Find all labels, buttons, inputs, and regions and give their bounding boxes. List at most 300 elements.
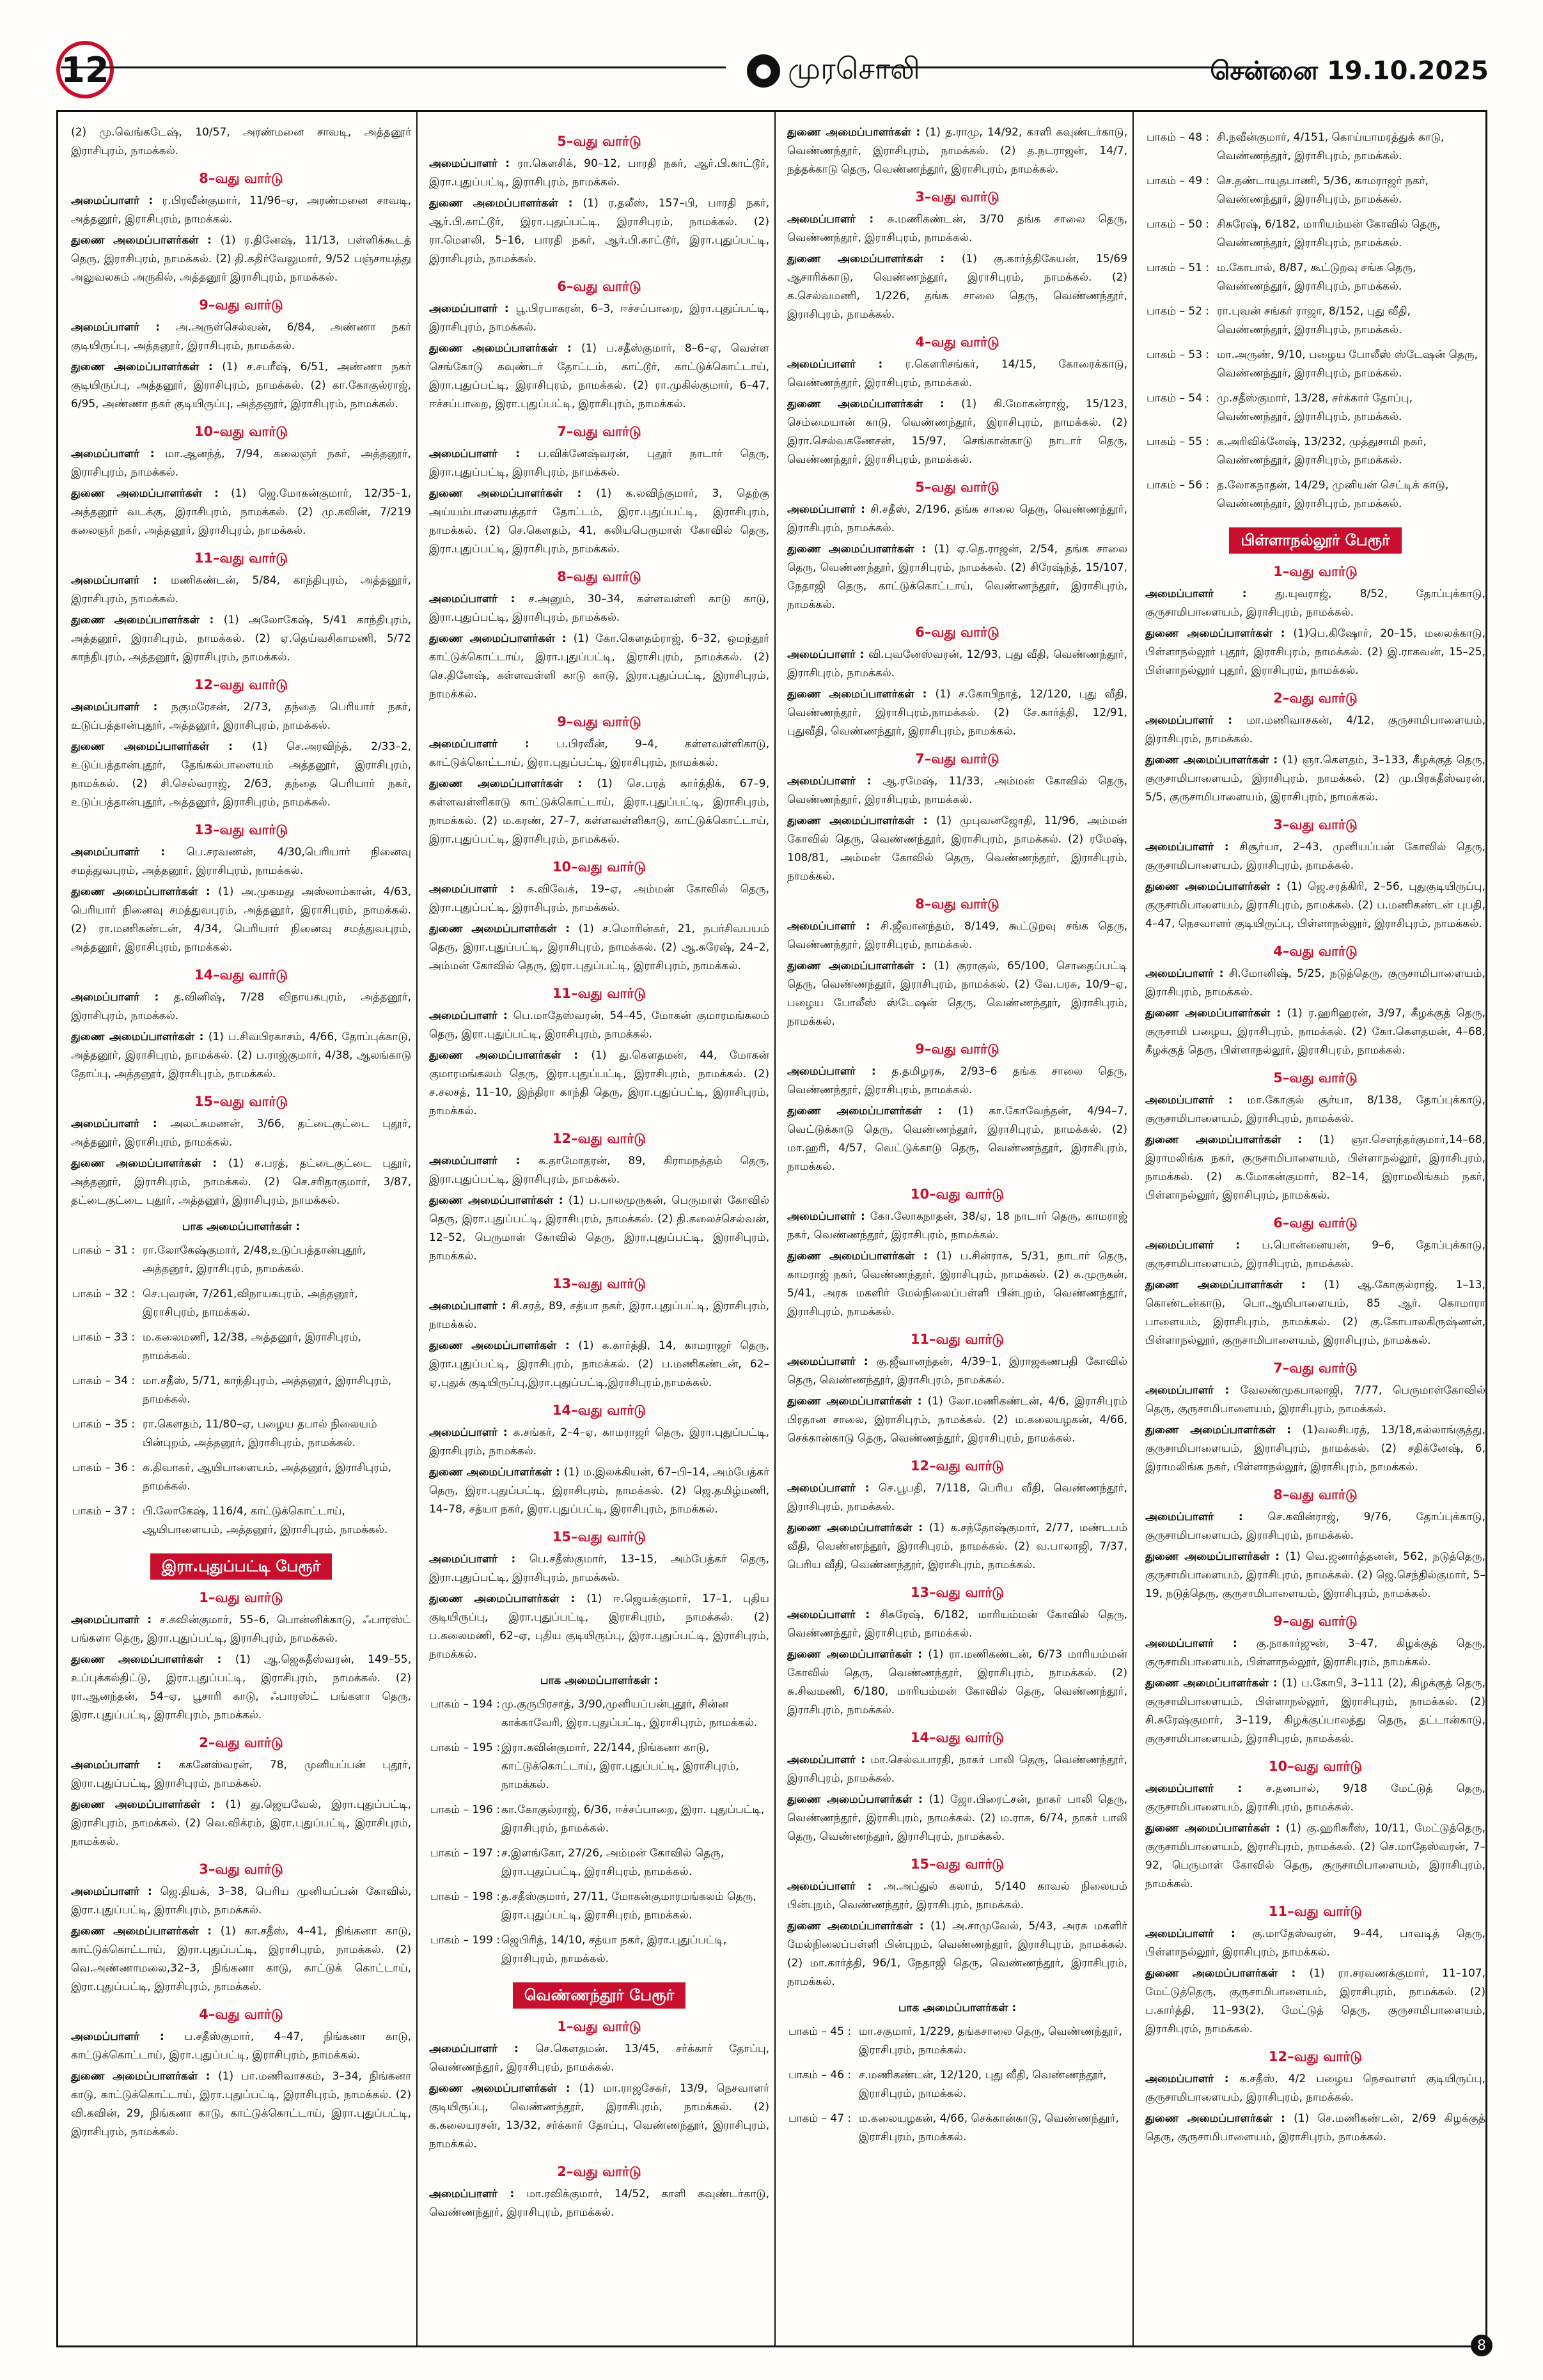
- entry-text: மணிகண்டன், 5/84, காந்திபுரம், அத்தனூர், இராசிபுரம், நாமக்கல்.: [71, 574, 411, 605]
- booth-entry: [1145, 258, 1485, 297]
- entry-paragraph: [429, 1046, 769, 1121]
- entry-paragraph: [71, 988, 411, 1025]
- entry-text: பெ.சதீஸ்குமார், 13–15, அம்பேத்கர் தெரு, இரா.புதுப்பட்டி, இராசிபுரம், நாமக்கல்.: [429, 1553, 770, 1584]
- role-label: துணை அமைப்பாளர்கள் :: [787, 253, 962, 265]
- role-label: துணை அமைப்பாளர்கள் :: [1145, 1822, 1286, 1835]
- ward-heading: 9–வது வார்டு: [199, 297, 283, 313]
- entry-paragraph: [787, 1878, 1127, 1915]
- entry-text: (1) ஜெ.மோகன்குமார், 12/35–1, அத்தனூர் வடக்கு, இராசிபுரம், நாமக்கல். (2) மு.கவின், 7/219 கலைஞர் நகர், அத்தனூர், இராசிபுரம், நாமக்கல்.: [71, 487, 411, 537]
- entry-paragraph: [787, 1102, 1127, 1176]
- role-label: அமைப்பாளர் :: [787, 358, 905, 371]
- entry-text: அ.அருள்செல்வன், 6/84, அண்ணா நகர் குடியிருப்பு, அத்தனூர், இராசிபுரம், நாமக்கல்.: [71, 321, 411, 352]
- role-label: அமைப்பாளர் :: [1145, 967, 1230, 980]
- ward-heading: 15–வது வார்டு: [552, 1529, 646, 1544]
- ward-heading: 1–வது வார்டு: [199, 1590, 283, 1605]
- role-label: துணை அமைப்பாளர்கள் :: [1145, 1279, 1324, 1291]
- role-label: துணை அமைப்பாளர்கள் :: [787, 688, 936, 701]
- role-label: துணை அமைப்பாளர்கள் :: [429, 487, 597, 500]
- town-section-label: இரா.புதுப்பட்டி பேரூர்: [150, 1553, 332, 1580]
- booth-entry: [787, 2021, 1127, 2061]
- role-label: அமைப்பாளர் :: [1145, 2073, 1240, 2085]
- entry-text: செ.பூபதி, 7/118, பெரிய வீதி, வெண்ணந்தூர், இராசிபுரம், நாமக்கல்.: [787, 1482, 1127, 1513]
- role-label: துணை அமைப்பாளர்கள் :: [429, 2082, 579, 2095]
- entry-text: கு.ஜீவானந்தன், 4/39–1, இராஜகணபதி கோவில் தெரு, வெண்ணந்தூர், இராசிபுரம், நாமக்கல்.: [787, 1355, 1127, 1387]
- entry-paragraph: [71, 1611, 411, 1648]
- entry-paragraph: [787, 1247, 1127, 1321]
- entry-paragraph: [71, 2067, 411, 2142]
- entry-text: (1) அ.முகமது அஸ்லாம்கான், 4/63, பெரியார் நினைவு சமத்துவபுரம், அத்தனூர், இராசிபுரம், நாமக்கல். (2) ரா.மணிகண்டன், 4/34, பெரியார் நினைவு சமத்துவபுரம், அத்தனூர், இராசிபுரம், நாமக்கல்.: [71, 885, 412, 954]
- booth-entry: [787, 2108, 1127, 2148]
- role-label: துணை அமைப்பாளர்கள் :: [787, 398, 962, 410]
- entry-text: (1) ப.பாலமுருகன், பெருமாள் கோவில் தெரு, இரா.புதுப்பட்டி, இராசிபுரம், நாமக்கல். (2) தி.கலைச்செல்வன், 12–52, பெருமாள் கோவில் தெரு, இரா.புதுப்பட்டி, இராசிபுரம், நாமக்கல்.: [429, 1194, 769, 1263]
- entry-paragraph: [71, 123, 411, 160]
- role-label: துணை அமைப்பாளர்கள் :: [429, 197, 583, 210]
- role-label: துணை அமைப்பாளர்கள் :: [787, 1920, 931, 1933]
- entry-text: (1) க.கார்த்தி, 14, காமராஜர் தெரு, இரா.புதுப்பட்டி, இராசிபுரம், நாமக்கல். (2) ப.மணிகண்டன், 62–ஏ,புதுக் குடியிருப்பு,இரா.புதுப்பட்டி,இராசிபுரம்,நாமக்கல்.: [429, 1339, 769, 1389]
- town-section-label: பிள்ளாநல்லூர் பேரூர்: [1229, 527, 1401, 554]
- role-label: அமைப்பாளர் :: [71, 2030, 185, 2043]
- entry-text: மா.மணிவாசகன், 4/12, குருசாமிபாளையம், இராசிபுரம், நாமக்கல்.: [1145, 714, 1485, 745]
- entry-text: மா.செல்வபாரதி, நாகர் பாலி தெரு, வெண்ணந்தூர், இராசிபுரம், நாமக்கல்.: [787, 1754, 1128, 1785]
- role-label: துணை அமைப்பாளர்கள் :: [429, 1339, 579, 1352]
- role-label: துணை அமைப்பாளர்கள் :: [71, 1925, 221, 1938]
- entry-text: சிசூர்யா, 2–43, முனியப்பன் கோவில் தெரு, குருசாமிபாளையம், இராசிபுரம், நாமக்கல்.: [1145, 841, 1485, 872]
- ward-heading: 12–வது வார்டு: [552, 1131, 646, 1146]
- role-label: அமைப்பாளர் :: [1145, 1384, 1241, 1397]
- booth-entry: [429, 1694, 769, 1734]
- role-label: அமைப்பாளர் :: [1145, 1927, 1253, 1940]
- ward-heading: 2–வது வார்டு: [557, 2164, 641, 2179]
- role-label: துணை அமைப்பாளர்கள் :: [429, 1592, 587, 1605]
- entry-paragraph: [787, 1392, 1127, 1448]
- booth-entry: [71, 1501, 411, 1541]
- entry-text: கு.நாகார்ஜுன், 3–47, கிழக்குத் தெரு, குருசாமிபாளையம், பிள்ளாநல்லூர், இராசிபுரம், நாமக்கல்.: [1145, 1637, 1485, 1668]
- entry-text: (1) ர.தினேஷ், 11/13, பள்ளிக்கூடத் தெரு, இராசிபுரம், நாமக்கல். (2) தி.கதிர்வேலுமார், 9/52 பஞ்சாயத்து அலுவலகம் அருகில், அத்தனூர் இராசிபுரம், நாமக்கல்.: [71, 234, 411, 284]
- entry-text: (1) செ.அரவிந்த், 2/33–2, உடுப்பத்தான்புதூர், தேங்கல்பாளையம் அத்தனூர், இராசிபுரம், நாமக்கல். (2) சி.செல்வராஜ், 2/63, தந்தை பெரியார் நகர், உடுப்பத்தான்புதூர், அத்தனூர், இராசிபுரம், நாமக்கல்.: [71, 740, 412, 809]
- ward-heading: 11–வது வார்டு: [552, 986, 646, 1001]
- role-label: அமைப்பாளர் :: [787, 1210, 870, 1223]
- booth-number: பாகம் – 37 :: [72, 1505, 136, 1518]
- entry-text: (1) கு.ஹரிசுரீஸ், 10/11, மேட்டுத்தெரு, குருசாமிபாளையம், இராசிபுரம், நாமக்கல். (2) செ.மாதேஸ்வரன், 7–92, பெருமாள் கோவில் தெரு, குருசாமிபாளையம், இராசிபுரம், நாமக்கல்.: [1145, 1822, 1485, 1890]
- entry-text: ஆ.ரமேஷ், 11/33, அம்மன் கோவில் தெரு, வெண்ணந்தூர், இராசிபுரம், நாமக்கல்.: [787, 775, 1128, 806]
- role-label: துணை அமைப்பாளர்கள் :: [787, 814, 937, 827]
- entry-text: (1) ப.கோபி, 3–111 (2), கிழக்குத் தெரு, குருசாமிபாளையம், பிள்ளாநல்லூர், இராசிபுரம், நாமக்கல். (2) சி.சுரேஷ்குமார், 3–119, கிழக்குப்பாலத்து தெரு, தட்டான்காடு, குருசாமிபாளையம், இராசிபுரம், நாமக்கல்.: [1145, 1677, 1485, 1745]
- booth-member: மா.அருண், 9/10, பழைய போலீஸ் ஸ்டேஷன் தெரு, வெண்ணந்தூர், இராசிபுரம், நாமக்கல்.: [1217, 348, 1478, 380]
- role-label: அமைப்பாளர் :: [429, 593, 528, 605]
- ward-heading: 8–வது வார்டு: [199, 171, 283, 186]
- booth-entry: [1145, 301, 1485, 341]
- entry-text: அலட்சுமணன், 3/66, தட்டைகுட்டை புதூர், அத்தனூர், இராசிபுரம், நாமக்கல்.: [71, 1117, 411, 1149]
- booth-number: பாகம் – 45 :: [788, 2025, 852, 2038]
- role-label: துணை அமைப்பாளர்கள் :: [71, 2070, 219, 2083]
- entry-text: (1) ஆ.ஜெகதீஸ்வரன், 149–55, உப்புக்கல்திட்டு, இரா.புதுப்பட்டி, இராசிபுரம், நாமக்கல். (2) ரா.ஆனந்தன், 54–ஏ, பூசாரி காடு, ஃபாரஸ்ட் பங்களா தெரு, இரா.புதுப்பட்டி, இராசிபுரம், நாமக்கல்.: [71, 1653, 411, 1722]
- entry-text: சி.ஜீவானந்தம், 8/149, கூட்டுறவு சங்க தெரு, வெண்ணந்தூர், இராசிபுரம், நாமக்கல்.: [787, 920, 1127, 951]
- entry-text: (1) ரா.சரவணக்குமார், 11–107, மேட்டுத்தெரு, குருசாமிபாளையம், இராசிபுரம், நாமக்கல். (2) ப.கார்த்தி, 11–93(2), மேட்டுத் தெரு, குருசாமிபாளையம், இராசிபுரம், நாமக்கல்.: [1145, 1967, 1486, 2035]
- entry-paragraph: [1145, 1780, 1485, 1817]
- entry-paragraph: [787, 917, 1127, 954]
- role-label: அமைப்பாளர் :: [429, 447, 538, 460]
- entry-text: ரா.கௌசிக், 90–12, பாரதி நகர், ஆர்.பி.காட்டூர், இரா.புதுப்பட்டி, இராசிபுரம், நாமக்கல்.: [429, 157, 769, 189]
- entry-paragraph: [787, 1208, 1127, 1245]
- entry-text: சி.சரத், 89, சத்யா நகர், இரா.புதுப்பட்டி, இராசிபுரம், நாமக்கல்.: [429, 1300, 770, 1331]
- entry-paragraph: [429, 1550, 769, 1587]
- entry-text: (1) த.ராமு, 14/92, காளி கவுண்டர்காடு, வெண்ணந்தூர், இராசிபுரம், நாமக்கல். (2) த.நடராஜன், 14/7, நத்தக்காடு தெரு, வெண்ணந்தூர், இராசிபுரம், நாமக்கல்.: [787, 126, 1127, 176]
- entry-paragraph: [429, 2040, 769, 2077]
- entry-paragraph: [429, 1192, 769, 1266]
- entry-text: (1) குராகுல், 65/100, சொதைப்பட்டி தெரு, வெண்ணந்தூர், இராசிபுரம், நாமக்கல். (2) வே.பரசு, 10/9–ஏ, பழைய போலீஸ் ஸ்டேஷன் தெரு, வெண்ணந்தூர், இராசிபுரம், நாமக்கல்.: [787, 960, 1128, 1028]
- booth-member: த.லோகநாதன், 14/29, முனியன் செட்டிக் காடு, வெண்ணந்தூர், இராசிபுரம், நாமக்கல்.: [1217, 479, 1449, 510]
- entry-paragraph: [1145, 1421, 1485, 1477]
- booth-entry: [1145, 475, 1485, 515]
- booth-number: பாகம் – 195 :: [430, 1741, 500, 1754]
- entry-text: து.யுவராஜ், 8/52, தோப்புக்காடு, குருசாமிபாளையம், இராசிபுரம், நாமக்கல்.: [1145, 587, 1485, 619]
- entry-paragraph: [1145, 625, 1485, 680]
- column-4: [1145, 123, 1485, 2149]
- ward-heading: 7–வது வார்டு: [1273, 1360, 1358, 1376]
- booth-number: பாகம் – 194 :: [430, 1698, 500, 1711]
- booth-entry: [1145, 388, 1485, 428]
- entry-text: ப.சதீஸ்குமார், 4–47, நிங்கனா காடு, காட்டுக்கொட்டாய், இரா.புதுப்பட்டி, இராசிபுரம், நாமக்கல்.: [71, 2030, 411, 2062]
- role-label: அமைப்பாளர் :: [1145, 1637, 1257, 1650]
- ward-heading: 7–வது வார்டு: [915, 751, 999, 766]
- entry-text: அ.அப்துல் கலாம், 5/140 காவல் நிலையம் பின்புறம், வெண்ணந்தூர், இராசிபுரம், நாமக்கல்.: [787, 1880, 1127, 1911]
- role-label: துணை அமைப்பாளர்கள் :: [71, 740, 253, 753]
- entry-paragraph: [787, 1751, 1127, 1788]
- entry-text: மா.ரவிக்குமார், 14/52, காளி கவுண்டர்காடு, வெண்ணந்தூர், இராசிபுரம், நாமக்கல்.: [429, 2188, 769, 2219]
- ward-heading: 5–வது வார்டு: [557, 134, 641, 149]
- booth-entry: [71, 1371, 411, 1410]
- entry-paragraph: [429, 920, 769, 976]
- entry-text: த.தமிழரசு, 2/93–6 தங்க சாலை தெரு, வெண்ணந்தூர், இராசிபுரம், நாமக்கல்.: [787, 1065, 1127, 1096]
- booth-number: பாகம் – 31 :: [72, 1244, 136, 1257]
- entry-text: ப.பிரவீன், 9–4, கள்ளவள்ளிகாடு, காட்டுக்கொட்டாய், இரா.புதுப்பட்டி, இராசிபுரம், நாமக்கல்.: [429, 738, 769, 769]
- entry-text: ச.கவின்குமார், 55–6, பொன்னிக்காடு, ஃபாரஸ்ட் பங்களா தெரு, இரா.புதுப்பட்டி, இராசிபுரம், நாமக்கல்.: [71, 1614, 412, 1645]
- entry-text: சி.சதீஸ், 2/196, தங்க சாலை தெரு, வெண்ணந்தூர், இராசிபுரம், நாமக்கல்.: [787, 503, 1128, 534]
- entry-paragraph: [429, 1297, 769, 1334]
- entry-text: (1) கா.கோவேந்தன், 4/94–7, வெட்டுக்காடு தெரு, வெண்ணந்தூர், இராசிபுரம், நாமக்கல். (2) மா.ஹரி, 4/57, வெட்டுக்காடு தெரு, வெண்ணந்தூர், இராசிபுரம், நாமக்கல்.: [787, 1105, 1127, 1173]
- booth-entry: [1145, 345, 1485, 384]
- entry-text: கு.மாதேஸ்வரன், 9–44, பாவடித் தெரு, பிள்ளாநல்லூர், இராசிபுரம், நாமக்கல்.: [1145, 1927, 1486, 1959]
- entry-paragraph: [1145, 1819, 1485, 1894]
- role-label: அமைப்பாளர் :: [787, 648, 869, 661]
- entry-text: க.சதீஸ், 4/2 பழைய நெசவாளர் குடியிருப்பு, குருசாமிபாளையம், இராசிபுரம், நாமக்கல்.: [1145, 2073, 1485, 2104]
- ward-heading: 9–வது வார்டு: [915, 1041, 999, 1057]
- booth-number: பாகம் – 196 :: [430, 1803, 500, 1816]
- entry-text: (1) ப.சதீஸ்குமார், 8–6–ஏ, வெள்ள செங்கோடு கவுண்டர் தோட்டம், காட்டூர், காட்டுக்கொட்டாய், இரா.புதுப்பட்டி, இராசிபுரம், நாமக்கல். (2) ரா.முகில்குமார், 6–47, ஈச்சப்பாறை, இரா.புதுப்பட்டி, இராசிபுரம், நாமக்கல்.: [429, 342, 769, 410]
- booth-member: மு.சதீஸ்குமார், 13/28, சர்க்கார் தோப்பு, வெண்ணந்தூர், இராசிபுரம், நாமக்கல்.: [1217, 392, 1413, 423]
- booth-member: ம.கலைமணி, 12/38, அத்தனூர், இராசிபுரம், நாமக்கல்.: [143, 1331, 361, 1362]
- booth-number: பாகம் – 35 :: [72, 1418, 136, 1431]
- role-label: அமைப்பாளர் :: [429, 157, 518, 170]
- entry-text: (1) ஈ.ஜெயக்குமார், 17–1, புதிய குடியிருப்பு, இரா.புதுப்பட்டி, இராசிபுரம், நாமக்கல். (2) ப.கலைமணி, 62–ஏ, புதிய குடியிருப்பு, இரா.புதுப்பட்டி, இராசிபுரம், நாமக்கல்.: [429, 1592, 770, 1661]
- entry-text: (1) க.சந்தோஷ்குமார், 2/77, மண்டபம் வீதி, வெண்ணந்தூர், இராசிபுரம், நாமக்கல். (2) வ.பாலாஜி, 7/37, பெரிய வீதி, வெண்ணந்தூர், இராசிபுரம், நாமக்கல்.: [787, 1521, 1127, 1571]
- ward-heading: 10–வது வார்டு: [194, 424, 288, 439]
- ward-heading: 12–வது வார்டு: [194, 677, 288, 692]
- role-label: துணை அமைப்பாளர்கள் :: [1145, 1550, 1285, 1563]
- booth-number: பாகம் – 50 :: [1147, 218, 1210, 231]
- entry-paragraph: [787, 540, 1127, 614]
- booth-number: பாகம் – 53 :: [1147, 348, 1210, 361]
- entry-paragraph: [1145, 2070, 1485, 2107]
- entry-paragraph: [71, 2028, 411, 2065]
- booth-number: பாகம் – 199 :: [430, 1934, 500, 1947]
- booth-entry: [1145, 127, 1485, 167]
- entry-text: (1) ர.தலீஸ், 157–பி, பாரதி நகர், ஆர்.பி.காட்டூர், இரா.புதுப்பட்டி, இராசிபுரம், நாமக்கல். (2) ரா.மௌலி, 5–16, பாரதி நகர், ஆர்.பி.காட்டூர், இரா.புதுப்பட்டி, இராசிபுரம், நாமக்கல்.: [429, 197, 770, 265]
- role-label: துணை அமைப்பாளர்கள் :: [787, 960, 934, 972]
- entry-paragraph: [429, 2185, 769, 2222]
- entry-paragraph: [1145, 712, 1485, 749]
- ward-heading: 6–வது வார்டு: [557, 279, 641, 294]
- ward-heading: 10–வது வார்டு: [552, 859, 646, 875]
- entry-paragraph: [71, 318, 411, 355]
- role-label: அமைப்பாளர் :: [429, 1009, 513, 1022]
- entry-text: (1) ச.சபரீஷ், 6/51, அண்ணா நகர் குடியிருப்பு, அத்தனூர், இராசிபுரம், நாமக்கல். (2) கா.கோகுல்ராஜ், 6/95, அண்ணா நகர் குடியிருப்பு, அத்தனூர், இராசிபுரம், நாமக்கல்.: [71, 361, 411, 410]
- entry-text: ச.தனபால், 9/18 மேட்டுத் தெரு, குருசாமிபாளையம், இராசிபுரம், நாமக்கல்.: [1145, 1782, 1485, 1814]
- entry-paragraph: [787, 250, 1127, 324]
- role-label: அமைப்பாளர் :: [429, 1155, 538, 1167]
- role-label: அமைப்பாளர் :: [787, 775, 883, 788]
- entry-paragraph: [1145, 878, 1485, 933]
- entry-paragraph: [1145, 838, 1485, 875]
- booth-number: பாகம் – 49 :: [1147, 175, 1210, 187]
- role-label: துணை அமைப்பாளர்கள் :: [71, 1798, 226, 1811]
- ward-heading: 10–வது வார்டு: [1268, 1759, 1363, 1774]
- booth-member: ச.இளங்கோ, 27/26, அம்மன் கோவில் தெரு, இரா.புதுப்பட்டி, இராசிபுரம், நாமக்கல்.: [501, 1847, 725, 1878]
- entry-text: க.விவேக், 19–ஏ, அம்மன் கோவில் தெரு, இரா.புதுப்பட்டி, இராசிபுரம், நாமக்கல்.: [429, 883, 769, 914]
- role-label: அமைப்பாளர் :: [787, 1065, 892, 1078]
- entry-paragraph: [429, 735, 769, 772]
- booth-entry: [1145, 171, 1485, 210]
- city-date: சென்னை 19.10.2025: [1210, 56, 1489, 86]
- booth-section-heading: பாக அமைப்பாளர்கள் :: [898, 2002, 1017, 2014]
- booth-entry: [71, 1240, 411, 1280]
- role-label: அமைப்பாளர் :: [71, 1117, 171, 1130]
- ward-heading: 8–வது வார்டு: [1273, 1487, 1358, 1502]
- booth-member: சிசுரேஷ், 6/182, மாரியம்மன் கோவில் தெரு, வெண்ணந்தூர், இராசிபுரம், நாமக்கல்.: [1217, 218, 1441, 249]
- ward-heading: 4–வது வார்டு: [915, 334, 999, 350]
- entry-paragraph: [1145, 1236, 1485, 1273]
- role-label: அமைப்பாளர் :: [71, 991, 174, 1004]
- booth-number: பாகம் – 32 :: [72, 1287, 136, 1300]
- entry-paragraph: [787, 210, 1127, 247]
- booth-member: ரா.லோகேஷ்குமார், 2/48,உடுப்பத்தான்புதூர், அத்தனூர், இராசிபுரம், நாமக்கல்.: [143, 1244, 366, 1275]
- column-divider: [1132, 112, 1134, 2345]
- entry-paragraph: [71, 1796, 411, 1851]
- booth-number: பாகம் – 198 :: [430, 1890, 500, 1903]
- role-label: அமைப்பாளர் :: [429, 302, 516, 315]
- booth-member: ரா.புவன் சங்கர் ராஜா, 8/152, புது வீதி, வெண்ணந்தூர், இராசிபுரம், நாமக்கல்.: [1217, 305, 1411, 336]
- booth-section-heading: பாக அமைப்பாளர்கள் :: [540, 1674, 659, 1687]
- role-label: துணை அமைப்பாளர்கள் :: [71, 1653, 235, 1666]
- booth-number: பாகம் – 47 :: [788, 2112, 852, 2125]
- role-label: துணை அமைப்பாளர்கள் :: [787, 1105, 959, 1117]
- booth-entry: [429, 1843, 769, 1883]
- entry-paragraph: [429, 775, 769, 849]
- entry-paragraph: [787, 772, 1127, 809]
- entry-text: பெ.மாதேஸ்வரன், 54–45, மோகன் குமாரமங்கலம் தெரு, இரா.புதுப்பட்டி, இராசிபுரம், நாமக்கல்.: [429, 1009, 769, 1041]
- booth-number: பாகம் – 46 :: [788, 2069, 852, 2081]
- role-label: அமைப்பாளர் :: [787, 1482, 879, 1495]
- role-label: துணை அமைப்பாளர்கள் :: [787, 1793, 929, 1806]
- entry-paragraph: [429, 1463, 769, 1519]
- entry-paragraph: [429, 880, 769, 917]
- entry-paragraph: [1145, 1635, 1485, 1672]
- ward-heading: 15–வது வார்டு: [910, 1856, 1005, 1872]
- ward-heading: 13–வது வார்டு: [552, 1276, 646, 1291]
- entry-text: (1) ப.சிவபிரகாசம், 4/66, தோப்புக்காடு, அத்தனூர், இராசிபுரம், நாமக்கல். (2) ப.ராஜ்குமார், 4/38, ஆலங்காடு தோப்பு, அத்தனூர், இராசிபுரம், நாமக்கல்.: [71, 1031, 411, 1080]
- ward-heading: 1–வது வார்டு: [1273, 564, 1358, 579]
- entry-paragraph: [787, 1479, 1127, 1516]
- booth-member: இரா.கவின்குமார், 22/144, நிங்கனா காடு, காட்டுக்கொட்டாய், இரா.புதுப்பட்டி, இராசிபுரம், நாமக்கல்.: [501, 1741, 739, 1791]
- entry-paragraph: [787, 957, 1127, 1031]
- entry-paragraph: [429, 339, 769, 414]
- booth-entry: [71, 1327, 411, 1367]
- booth-number: பாகம் – 54 :: [1147, 392, 1210, 405]
- ward-heading: 11–வது வார்டு: [1268, 1904, 1363, 1919]
- entry-text: கோ.லோகநாதன், 38/ஏ, 18 நாடார் தெரு, காமராஜ் நகர், வெண்ணந்தூர், இராசிபுரம், நாமக்கல்.: [787, 1210, 1128, 1241]
- entry-text: (1) ஜெ.சரத்கிரி, 2–56, புதுகுடியிருப்பு, குருசாமிபாளையம், இராசிபுரம், நாமக்கல். (2) ப.மணிகண்டன் புபதி, 4–47, நெசவாளர் குடியிருப்பு, பிள்ளாநல்லூர், இராசிபுரம், நாமக்கல்.: [1145, 880, 1485, 930]
- role-label: துணை அமைப்பாளர்கள் :: [71, 885, 219, 898]
- role-label: துணை அமைப்பாளர்கள் :: [1145, 1007, 1287, 1020]
- ward-heading: 9–வது வார்டு: [1273, 1614, 1358, 1629]
- entry-text: (1) முபுவனஜோதி, 11/96, அம்மன் கோவில் தெரு, வெண்ணந்தூர், இராசிபுரம், நாமக்கல். (2) ரமேஷ், 108/81, அம்மன் கோவில் தெரு, வெண்ணந்தூர், இராசிபுரம், நாமக்கல்.: [787, 814, 1127, 883]
- ward-heading: 3–வது வார்டு: [915, 189, 999, 205]
- role-label: அமைப்பாளர் :: [1145, 714, 1247, 727]
- role-label: துணை அமைப்பாளர்கள் :: [787, 1521, 929, 1534]
- entry-paragraph: [429, 1152, 769, 1189]
- entry-paragraph: [71, 1155, 411, 1210]
- booth-entry: [429, 1930, 769, 1970]
- entry-paragraph: [1145, 1674, 1485, 1748]
- ward-heading: 14–வது வார்டு: [910, 1730, 1005, 1745]
- entry-text: செ.கவின்ராஜ், 9/76, தோப்புக்காடு, குருசாமிபாளையம், இராசிபுரம், நாமக்கல்.: [1145, 1511, 1485, 1542]
- entry-paragraph: [1145, 1276, 1485, 1350]
- booth-entry: [71, 1414, 411, 1454]
- entry-paragraph: [71, 231, 411, 287]
- entry-paragraph: [429, 2080, 769, 2154]
- ward-heading: 5–வது வார்டு: [1273, 1070, 1358, 1085]
- role-label: துணை அமைப்பாளர்கள் :: [71, 1157, 229, 1170]
- role-label: அமைப்பாளர் :: [71, 321, 176, 334]
- page-number: 12: [61, 49, 109, 90]
- entry-text: (1) அலோகேஷ், 5/41 காந்திபுரம், அத்தனூர், இராசிபுரம், நாமக்கல். (2) ஏ.தெய்வசிகாமணி, 5/72 காந்திபுரம், அத்தனூர், இராசிபுரம், நாமக்கல்.: [71, 614, 412, 664]
- role-label: துணை அமைப்பாளர்கள் :: [429, 1466, 564, 1479]
- entry-text: (1) ர.ஹரிஹரன், 3/97, கீழக்குத் தெரு, குருசாமி பழைய, இராசிபுரம், நாமக்கல். (2) கோ.கௌதமன், 4–68, கீழக்குத் தெரு, பிள்ளாநல்லூர், இராசிபுரம், நாமக்கல்.: [1145, 1007, 1485, 1057]
- entry-text: சு.மணிகண்டன், 3/70 தங்க சாலை தெரு, வெண்ணந்தூர், இராசிபுரம், நாமக்கல்.: [787, 213, 1128, 244]
- entry-paragraph: [429, 155, 769, 192]
- ward-heading: 10–வது வார்டு: [910, 1186, 1005, 1202]
- role-label: அமைப்பாளர் :: [71, 1614, 160, 1626]
- ward-heading: 14–வது வார்டு: [552, 1403, 646, 1418]
- booth-section-heading: பாக அமைப்பாளர்கள் :: [182, 1220, 301, 1233]
- entry-paragraph: [71, 883, 411, 957]
- booth-member: செ.புவரன், 7/261,விநாயகபுரம், அத்தனூர், இராசிபுரம், நாமக்கல்.: [143, 1287, 358, 1319]
- ward-heading: 7–வது வார்டு: [557, 424, 641, 439]
- booth-entry: [429, 1738, 769, 1796]
- entry-text: (1)வலசிபரத், 13/18,கல்லாங்குத்து, குருசாமிபாளையம், இராசிபுரம், நாமக்கல். (2) சதிக்னேஷ், 6, இராமலிங்க நகர், பிள்ளாநல்லூர், இராசிபுரம், நாமக்கல்.: [1145, 1424, 1485, 1474]
- entry-paragraph: [429, 1007, 769, 1044]
- role-label: அமைப்பாளர் :: [1145, 1239, 1262, 1252]
- entry-text: (1) கா.சதீஸ், 4–41, நிங்கனா காடு, காட்டுக்கொட்டாய், இரா.புதுப்பட்டி, இராசிபுரம், நாமக்கல். (2) வெ.அண்ணாமலை,32–3, நிங்கனா காடு, காட்டுக் கொட்டாய், இரா.புதுப்பட்டி, இராசிபுரம், நாமக்கல்.: [71, 1925, 411, 1993]
- entry-text: (1) ஞா.சௌந்தர்குமார்,14–68, இராமலிங்க நகர், குருசாமிபாளையம், பிள்ளாநல்லூர், இராசிபுரம், நாமக்கல். (2) க.மோகன்குமார், 82–14, இராமலிங்கம் நகர், பிள்ளாநல்லூர், இராசிபுரம், நாமக்கல்.: [1145, 1133, 1485, 1202]
- entry-paragraph: [1145, 1091, 1485, 1128]
- booth-entry: [429, 1886, 769, 1926]
- town-section-label: வெண்ணந்தூர் பேரூர்: [513, 1982, 685, 2009]
- ward-heading: 11–வது வார்டு: [910, 1332, 1005, 1347]
- role-label: அமைப்பாளர் :: [787, 213, 888, 226]
- role-label: அமைப்பாளர் :: [71, 574, 171, 587]
- role-label: அமைப்பாளர் :: [787, 1754, 871, 1766]
- ward-heading: 3–வது வார்டு: [199, 1862, 283, 1877]
- entry-text: (1) ரா.மணிகண்டன், 6/73 மாரியம்மன் கோவில் தெரு, வெண்ணந்தூர், இராசிபுரம், நாமக்கல். (2) சு.சிவமணி, 6/180, மாரியம்மன் கோவில் தெரு, வெண்ணந்தூர், இராசிபுரம், நாமக்கல்.: [787, 1648, 1127, 1716]
- ward-heading: 8–வது வார்டு: [915, 896, 999, 912]
- entry-paragraph: [71, 843, 411, 880]
- role-label: துணை அமைப்பாளர்கள் :: [71, 1031, 208, 1043]
- entry-paragraph: [71, 485, 411, 540]
- role-label: துணை அமைப்பாளர்கள் :: [1145, 1424, 1303, 1436]
- booth-number: பாகம் – 34 :: [72, 1374, 136, 1387]
- booth-entry: [787, 2065, 1127, 2104]
- entry-paragraph: [787, 1645, 1127, 1720]
- entry-text: சிசுரேஷ், 6/182, மாரியம்மன் கோவில் தெரு, வெண்ணந்தூர், இராசிபுரம், நாமக்கல்.: [787, 1608, 1128, 1640]
- booth-number: பாகம் – 52 :: [1147, 305, 1210, 318]
- entry-text: (1) ச.கோபிநாத், 12/120, புது வீதி, வெண்ணந்தூர், இராசிபுரம்,நாமக்கல். (2) சே.கார்த்தி, 12/91, புதுவீதி, வெண்ணந்தூர், இராசிபுரம், நாமக்கல்.: [787, 688, 1127, 738]
- role-label: அமைப்பாளர் :: [1145, 1782, 1266, 1795]
- booth-member: மு.குருபிரசாத், 3/90,முனியப்பன்புதூர், சின்ன காக்காவேரி, இரா.புதுப்பட்டி, இராசிபுரம், நாமக்கல்.: [501, 1698, 758, 1729]
- ward-heading: 1–வது வார்டு: [557, 2019, 641, 2034]
- entry-text: (1) ம.இலக்கியன், 67–பி–14, அம்பேத்கர் தெரு, இரா.புதுப்பட்டி, இராசிபுரம், நாமக்கல். (2) ஜெ.தமிழ்மணி, 14–78, சத்யா நகர், இரா.புதுப்பட்டி, இராசிபுரம், நாமக்கல்.: [429, 1466, 769, 1516]
- booth-member: க.திவாகர், ஆயிபாளையம், அத்தனூர், இராசிபுரம், நாமக்கல்.: [143, 1461, 392, 1493]
- booth-member: க.அரிவிக்னேஷ், 13/232, முத்துசாமி நகர், வெண்ணந்தூர், இராசிபுரம், நாமக்கல்.: [1217, 435, 1427, 467]
- role-label: துணை அமைப்பாளர்கள் :: [71, 614, 224, 626]
- page-mark: [1471, 2335, 1492, 2356]
- entry-paragraph: [71, 572, 411, 609]
- role-label: அமைப்பாளர் :: [1145, 841, 1240, 853]
- ward-heading: 4–வது வார்டு: [1273, 944, 1358, 959]
- booth-number: பாகம் – 197 :: [430, 1847, 500, 1860]
- booth-member: பி.லோகேஷ், 116/4, காட்டுக்கொட்டாய், ஆயிபாளையம், அத்தனூர், இராசிபுரம், நாமக்கல்.: [143, 1505, 388, 1536]
- entry-text: (1) க.லவிந்குமார், 3, தெற்கு அய்யம்பாளையத்தார் தோட்டம், இரா.புதுப்பட்டி, இராசிபுரம், நாமக்கல். (2) செ.கௌதம், 41, கலியபெருமாள் கோவில் தெரு, இரா.புதுப்பட்டி, இராசிபுரம், நாமக்கல்.: [429, 487, 769, 556]
- entry-paragraph: [71, 1756, 411, 1793]
- role-label: துணை அமைப்பாளர்கள் :: [1145, 1967, 1310, 1980]
- booth-member: மா.சகுமார், 1/229, தங்கசாலை தெரு, வெண்ணந்தூர், இராசிபுரம், நாமக்கல்.: [859, 2025, 1122, 2057]
- entry-text: (1) அ.சாமுவேல், 5/43, அரசு மகளிர் மேல்நிலைப்பள்ளி பின்புறம், வெண்ணந்தூர், இராசிபுரம், நாமக்கல். (2) மா.கார்த்தி, 96/1, நேதாஜி தெரு, வெண்ணந்தூர், இராசிபுரம், நாமக்கல்.: [787, 1920, 1128, 1988]
- role-label: அமைப்பாளர் :: [787, 503, 871, 516]
- role-label: துணை அமைப்பாளர்கள் :: [1145, 2112, 1294, 2125]
- entry-text: வேலண்முகபாலாஜி, 7/77, பெருமாள்கோவில் தெரு, குருசாமிபாளையம், இராசிபுரம், நாமக்கல்.: [1145, 1384, 1486, 1415]
- entry-paragraph: [71, 445, 411, 482]
- ward-heading: 4–வது வார்டு: [199, 2007, 283, 2022]
- role-label: அமைப்பாளர் :: [429, 1426, 513, 1439]
- header-rule-right: [876, 66, 1273, 68]
- ward-heading: 9–வது வார்டு: [557, 714, 641, 729]
- entry-paragraph: [429, 1337, 769, 1392]
- entry-paragraph: [71, 358, 411, 414]
- entry-paragraph: [429, 1590, 769, 1664]
- entry-text: மா.ஆனந்த், 7/94, கலைஞர் நகர், அத்தனூர், இராசிபுரம், நாமக்கல்.: [71, 447, 411, 479]
- role-label: அமைப்பாளர் :: [1145, 587, 1276, 600]
- entry-paragraph: [71, 1115, 411, 1152]
- entry-text: (1) ஜோ.பிரைட்சன், நாகர் பாலி தெரு, வெண்ணந்தூர், இராசிபுரம், நாமக்கல். (2) ம.ராசு, 6/74, நாகர் பாலி தெரு, வெண்ணந்தூர், இராசிபுரம், நாமக்கல்.: [787, 1793, 1127, 1843]
- role-label: அமைப்பாளர் :: [71, 1885, 161, 1898]
- role-label: துணை அமைப்பாளர்கள் :: [429, 342, 581, 355]
- role-label: துணை அமைப்பாளர்கள் :: [1145, 880, 1287, 893]
- entry-text: (1) செ.மணிகண்டன், 2/69 கிழக்குத் தெரு, குருசாமிபாளையம், இராசிபுரம், நாமக்கல்.: [1145, 2112, 1486, 2143]
- entry-paragraph: [1145, 1004, 1485, 1060]
- entry-text: மா.கோகுல் சூர்யா, 8/138, தோப்புக்காடு, குருசாமிபாளையம், இராசிபுரம், நாமக்கல்.: [1145, 1094, 1486, 1125]
- role-label: அமைப்பாளர் :: [429, 2042, 536, 2055]
- booth-member: மா.சதீஸ், 5/71, காந்திபுரம், அத்தனூர், இராசிபுரம், நாமக்கல்.: [143, 1374, 392, 1406]
